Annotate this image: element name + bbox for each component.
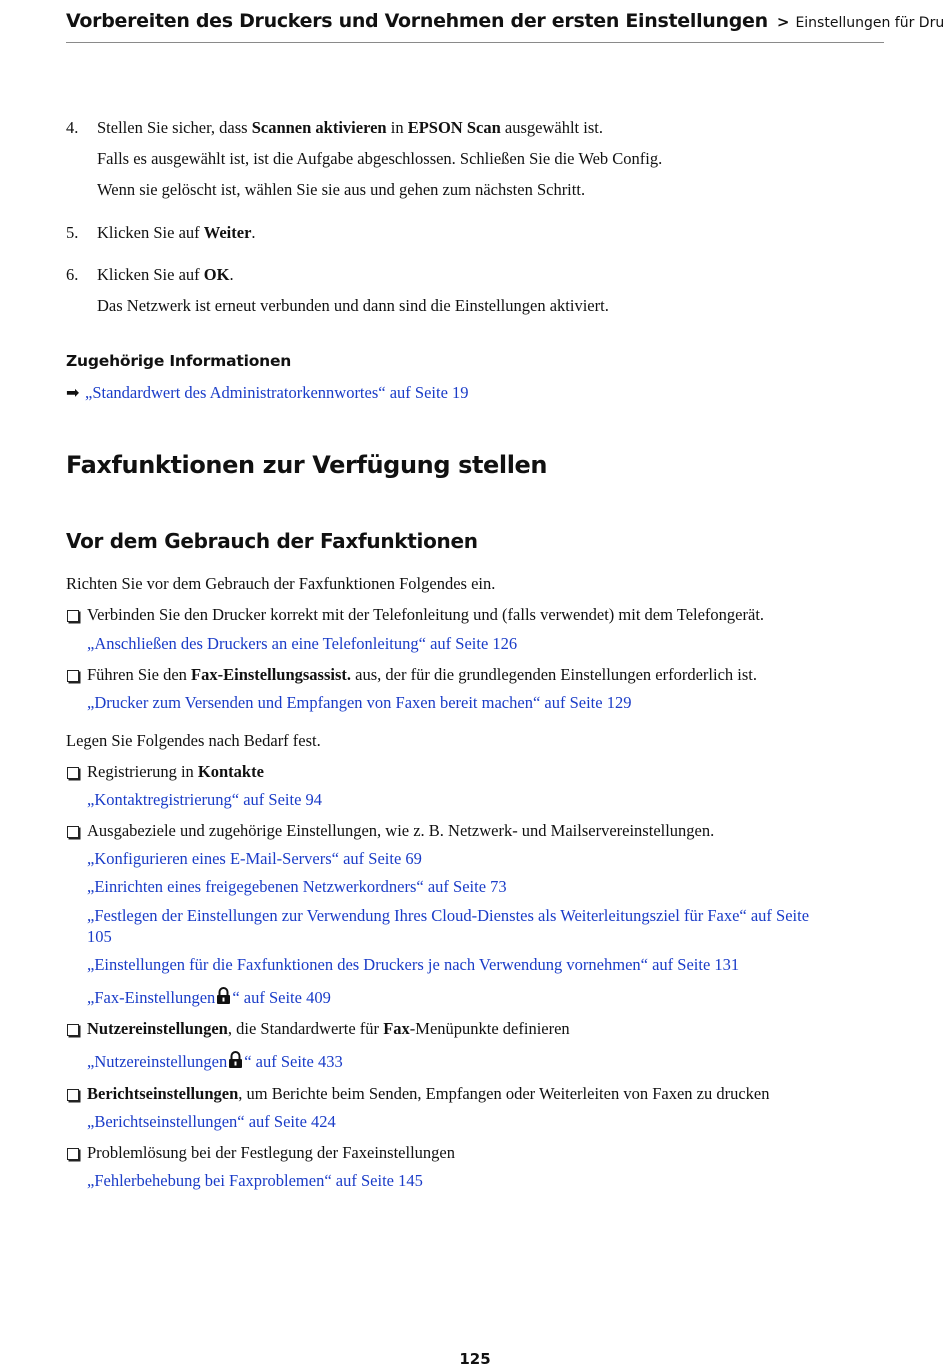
step-line: Falls es ausgewählt ist, ist die Aufgabe abgeschlossen. Schließen Sie die Web Config. <box>97 149 663 168</box>
lock-icon <box>228 1051 243 1073</box>
cross-reference-link[interactable]: „Einstellungen für die Faxfunktionen des Druckers je nach Verwendung vornehmen“ auf Seite 131 <box>87 955 740 974</box>
checkbox-bullet-icon <box>67 1148 79 1160</box>
list-item-text: Berichtseinstellungen, um Berichte beim Senden, Empfangen oder Weiterleiten von Faxen zu drucken <box>87 1084 770 1103</box>
lock-icon <box>216 987 231 1009</box>
bold-term: Berichtseinstellungen <box>87 1084 239 1103</box>
cross-reference-link[interactable] <box>87 987 331 1009</box>
bold-term: Fax-Einstellungsassist. <box>191 665 352 684</box>
list-item-text: Ausgabeziele und zugehörige Einstellungen, wie z. B. Netzwerk- und Mailservereinstellungen. <box>87 821 715 840</box>
link-text-after: “ auf Seite 409 <box>232 988 331 1007</box>
related-link[interactable]: „Standardwert des Administratorkennwortes“ auf Seite 19 <box>85 383 469 402</box>
bold-term: Fax <box>383 1019 410 1038</box>
arrow-right-icon: ➡ <box>66 383 80 402</box>
list-item-text: Nutzereinstellungen, die Standardwerte für Fax-Menüpunkte definieren <box>87 1019 570 1038</box>
checkbox-bullet-icon <box>67 670 79 682</box>
cross-reference-link[interactable]: „Anschließen des Druckers an eine Telefonleitung“ auf Seite 126 <box>87 634 518 653</box>
step-line: Klicken Sie auf Weiter. <box>97 223 256 242</box>
cross-reference-link[interactable]: „Berichtseinstellungen“ auf Seite 424 <box>87 1112 336 1131</box>
link-text-before: „Fax-Einstellungen <box>87 988 216 1007</box>
running-header <box>66 10 945 43</box>
step-line: Das Netzwerk ist erneut verbunden und dann sind die Einstellungen aktiviert. <box>97 296 609 315</box>
checkbox-bullet-icon <box>67 1089 79 1101</box>
bold-term: Weiter <box>203 223 252 242</box>
cross-reference-link[interactable]: „Kontaktregistrierung“ auf Seite 94 <box>87 790 323 809</box>
list-item-text: Problemlösung bei der Festlegung der Faxeinstellungen <box>87 1143 455 1162</box>
cross-reference-link[interactable]: „Einrichten eines freigegebenen Netzwerkordners“ auf Seite 73 <box>87 877 507 896</box>
subsection-title: Vor dem Gebrauch der Faxfunktionen <box>66 529 478 553</box>
intro-text: Richten Sie vor dem Gebrauch der Faxfunktionen Folgendes ein. <box>66 574 496 593</box>
cross-reference-link[interactable]: „Festlegen der Einstellungen zur Verwendung Ihres Cloud-Dienstes als Weiterleitungsziel für Faxe“ auf Seite 105 <box>87 906 810 946</box>
cross-reference-link[interactable]: „Fehlerbehebung bei Faxproblemen“ auf Seite 145 <box>87 1171 423 1190</box>
cross-reference-link[interactable]: „Drucker zum Versenden und Empfangen von Faxen bereit machen“ auf Seite 129 <box>87 693 632 712</box>
step-number: 4. <box>66 118 79 137</box>
related-info-heading: Zugehörige Informationen <box>66 352 292 370</box>
section-title: Faxfunktionen zur Verfügung stellen <box>66 451 548 479</box>
checkbox-bullet-icon <box>67 1024 79 1036</box>
header-subtitle: Einstellungen für Dru <box>795 15 945 31</box>
link-text-after: “ auf Seite 433 <box>244 1052 343 1071</box>
step-line: Stellen Sie sicher, dass Scannen aktivieren in EPSON Scan ausgewählt ist. <box>97 118 603 137</box>
bold-term: EPSON Scan <box>407 118 501 137</box>
checkbox-bullet-icon <box>67 826 79 838</box>
bold-term: Kontakte <box>197 762 264 781</box>
optional-intro-text: Legen Sie Folgendes nach Bedarf fest. <box>66 731 321 750</box>
link-text-before: „Nutzereinstellungen <box>87 1052 228 1071</box>
page-number: 125 <box>459 1350 491 1368</box>
header-title: Vorbereiten des Druckers und Vornehmen der ersten Einstellungen <box>66 10 768 32</box>
list-item-text: Führen Sie den Fax-Einstellungsassist. aus, der für die grundlegenden Einstellungen erforderlich ist. <box>87 665 757 684</box>
step-line: Wenn sie gelöscht ist, wählen Sie sie aus und gehen zum nächsten Schritt. <box>97 180 586 199</box>
step-line: Klicken Sie auf OK. <box>97 265 234 284</box>
list-item-text: Verbinden Sie den Drucker korrekt mit der Telefonleitung und (falls verwendet) mit dem Telefongerät. <box>87 605 765 624</box>
checkbox-bullet-icon <box>67 767 79 779</box>
cross-reference-link[interactable]: „Konfigurieren eines E-Mail-Servers“ auf Seite 69 <box>87 849 422 868</box>
cross-reference-link[interactable] <box>87 1051 343 1073</box>
step-number: 6. <box>66 265 79 284</box>
checkbox-bullet-icon <box>67 610 79 622</box>
bold-term: Scannen aktivieren <box>251 118 387 137</box>
bold-term: OK <box>203 265 230 284</box>
step-number: 5. <box>66 223 79 242</box>
list-item-text: Registrierung in Kontakte <box>87 762 264 781</box>
breadcrumb-separator: > <box>776 13 790 31</box>
bold-term: Nutzereinstellungen <box>87 1019 228 1038</box>
